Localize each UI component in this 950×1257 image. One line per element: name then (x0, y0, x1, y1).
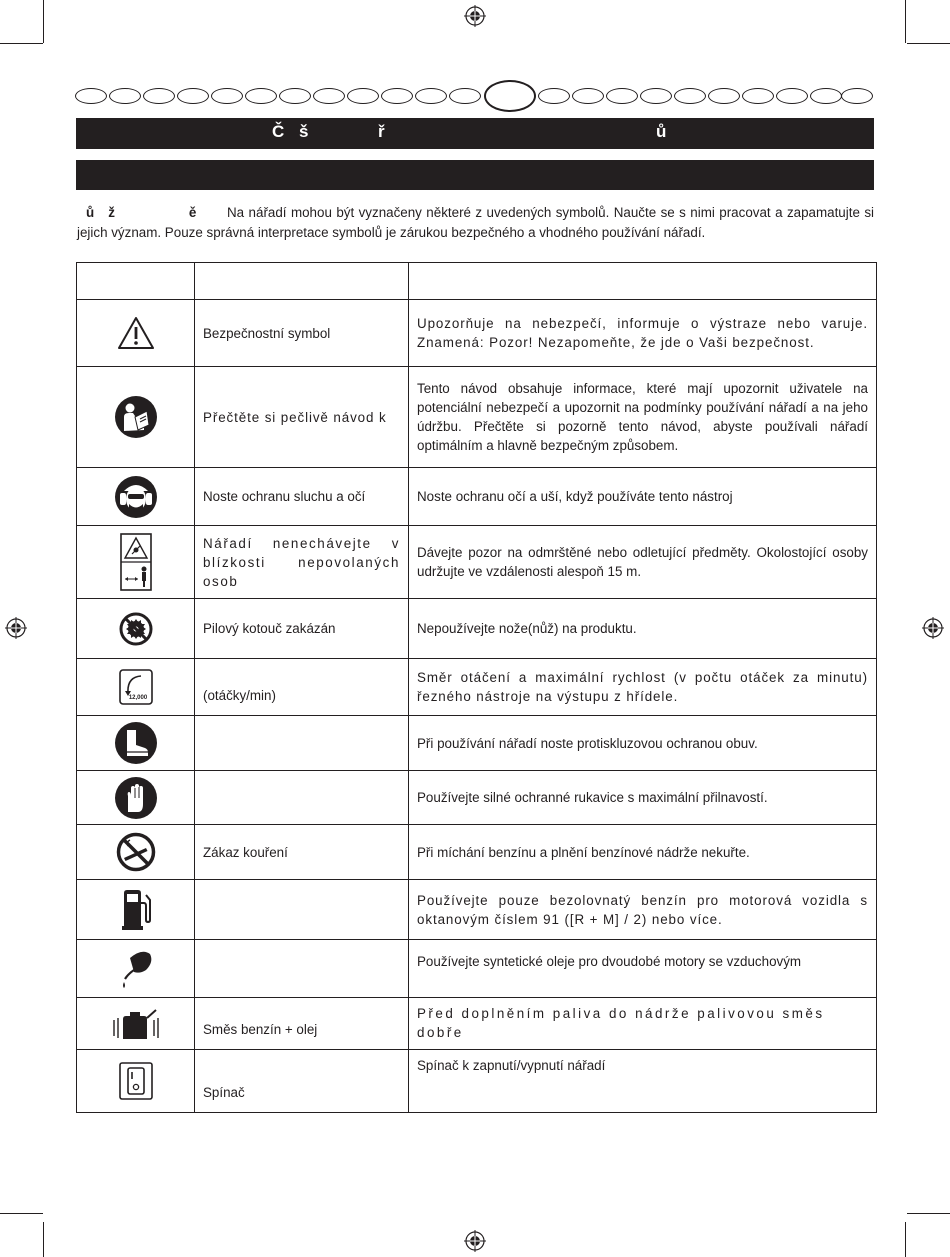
table-row (77, 998, 877, 1050)
symbol-name: Nářadí nenechávejte v blízkosti nepovolaných osob (195, 526, 409, 599)
symbol-description: Před doplněním paliva do nádrže palivovou směs dobře (409, 998, 877, 1050)
fuel-pump-icon (119, 889, 153, 931)
symbol-description: Používejte silné ochranné rukavice s maximální přilnavostí. (409, 771, 877, 825)
registration-mark-icon (5, 617, 27, 639)
keep-bystanders-away-icon (120, 533, 152, 591)
symbol-cell (77, 880, 195, 940)
symbol-cell (77, 825, 195, 880)
intro-text: Na nářadí mohou být vyznačeny některé z uvedených symbolů. Naučte se s nimi pracovat a zapamatujte si jejich význam. Pouze správná interpretace symbolů je zárukou bezpečného a vhodného používání nářadí. (77, 205, 874, 240)
table-row (77, 659, 877, 716)
symbol-cell (77, 940, 195, 998)
language-tab (640, 88, 672, 104)
language-tab (674, 88, 706, 104)
language-tab (776, 88, 808, 104)
symbol-name (195, 880, 409, 940)
table-header-row (77, 263, 877, 300)
language-tab (245, 88, 277, 104)
crop-mark (43, 0, 44, 43)
language-tabs (75, 80, 875, 112)
oil-can-icon (116, 948, 156, 990)
language-tab (211, 88, 243, 104)
table-row (77, 599, 877, 659)
read-manual-icon (114, 395, 158, 439)
symbol-cell (77, 300, 195, 367)
crop-mark (0, 43, 43, 44)
language-tab (143, 88, 175, 104)
symbol-name: Přečtěte si pečlivě návod k (195, 367, 409, 468)
intro-paragraph (77, 203, 874, 242)
language-tab (841, 88, 873, 104)
symbol-description: Při míchání benzínu a plnění benzínové nádrže nekuřte. (409, 825, 877, 880)
language-tab (381, 88, 413, 104)
table-row (77, 940, 877, 998)
registration-mark-icon (922, 617, 944, 639)
symbol-name: Zákaz kouření (195, 825, 409, 880)
language-tab (109, 88, 141, 104)
fuel-mix-can-icon (110, 1006, 162, 1042)
no-saw-blade-icon (119, 612, 153, 646)
registration-mark-icon (464, 5, 486, 27)
symbol-cell (77, 716, 195, 771)
symbol-cell (77, 367, 195, 468)
table-row (77, 716, 877, 771)
symbol-description: Spínač k zapnutí/vypnutí nářadí (409, 1050, 877, 1113)
symbol-name: Noste ochranu sluchu a očí (195, 468, 409, 526)
language-tab (449, 88, 481, 104)
crop-mark (905, 1222, 906, 1257)
intro-lead: ů ž ě (86, 205, 197, 220)
crop-mark (0, 1213, 43, 1214)
symbol-name: (otáčky/min) (195, 659, 409, 716)
symbol-description: Tento návod obsahuje informace, které mají upozornit uživatele na potenciální nebezpečí a upozornit na podmínky používání nářadí a na jeho údržbu. Přečtěte si pozorně tento návod, abyste používali nářadí optimálním a hlavně bezpečným způsobem. (409, 367, 877, 468)
symbol-cell (77, 1050, 195, 1113)
rpm-value-text: 12,000 (128, 695, 147, 701)
symbol-cell (77, 526, 195, 599)
language-tab (177, 88, 209, 104)
title-fragment: ř (378, 122, 385, 141)
symbol-cell (77, 599, 195, 659)
symbol-description: Při používání nářadí noste protiskluzovou ochranou obuv. (409, 716, 877, 771)
safety-boots-icon (114, 721, 158, 765)
crop-mark (907, 1213, 950, 1214)
symbol-cell (77, 468, 195, 526)
symbol-description: Směr otáčení a maximální rychlost (v počtu otáček za minutu) řezného nástroje na výstupu z hřídele. (409, 659, 877, 716)
language-tab-active (484, 80, 536, 112)
language-tab (742, 88, 774, 104)
on-off-switch-icon (119, 1062, 153, 1100)
symbols-table (76, 262, 877, 1113)
header-cell-explanation (409, 263, 877, 300)
crop-mark (907, 43, 950, 44)
header-cell-name (195, 263, 409, 300)
language-tab (75, 88, 107, 104)
symbol-name (195, 771, 409, 825)
table-row (77, 825, 877, 880)
symbol-description: Používejte syntetické oleje pro dvoudobé motory se vzduchovým (409, 940, 877, 998)
table-row (77, 771, 877, 825)
title-fragment: š (299, 122, 309, 141)
subsection-title-bar (76, 160, 874, 190)
no-smoking-icon (116, 832, 156, 872)
section-title-bar (76, 118, 874, 149)
hearing-eye-protection-icon (114, 475, 158, 519)
crop-mark (905, 0, 906, 43)
table-row (77, 468, 877, 526)
table-row (77, 300, 877, 367)
crop-mark (43, 1222, 44, 1257)
symbol-name: Pilový kotouč zakázán (195, 599, 409, 659)
symbol-name: Směs benzín + olej (195, 998, 409, 1050)
table-row (77, 367, 877, 468)
symbol-description: Používejte pouze bezolovnatý benzín pro motorová vozidla s oktanovým číslem 91 ([R + M] / 2) nebo více. (409, 880, 877, 940)
language-tab (279, 88, 311, 104)
symbol-description: Dávejte pozor na odmrštěné nebo odletující předměty. Okolostojící osoby udržujte ve vzdálenosti alespoň 15 m. (409, 526, 877, 599)
language-tab (572, 88, 604, 104)
symbol-name: Spínač (195, 1050, 409, 1113)
symbol-name (195, 716, 409, 771)
symbol-cell (77, 771, 195, 825)
language-tab (415, 88, 447, 104)
language-tab (313, 88, 345, 104)
registration-mark-icon (464, 1230, 486, 1252)
symbol-cell (77, 659, 195, 716)
symbol-description: Upozorňuje na nebezpečí, informuje o výstraze nebo varuje. Znamená: Pozor! Nezapomeňte, že jde o Vaši bezpečnost. (409, 300, 877, 367)
language-tab (538, 88, 570, 104)
symbol-name: Bezpečnostní symbol (195, 300, 409, 367)
table-row (77, 1050, 877, 1113)
safety-gloves-icon (114, 776, 158, 820)
table-row (77, 880, 877, 940)
table-row (77, 526, 877, 599)
language-tab (708, 88, 740, 104)
symbol-description: Nepoužívejte nože(nůž) na produktu. (409, 599, 877, 659)
rotation-speed-icon (119, 669, 153, 705)
symbol-description: Noste ochranu očí a uší, když používáte tento nástroj (409, 468, 877, 526)
symbol-cell (77, 998, 195, 1050)
language-tab (606, 88, 638, 104)
title-fragment: Č (272, 122, 285, 141)
symbol-name (195, 940, 409, 998)
warning-triangle-icon (117, 316, 155, 350)
language-tab (810, 88, 842, 104)
title-fragment: ů (656, 122, 667, 141)
language-tab (347, 88, 379, 104)
header-cell-symbol (77, 263, 195, 300)
